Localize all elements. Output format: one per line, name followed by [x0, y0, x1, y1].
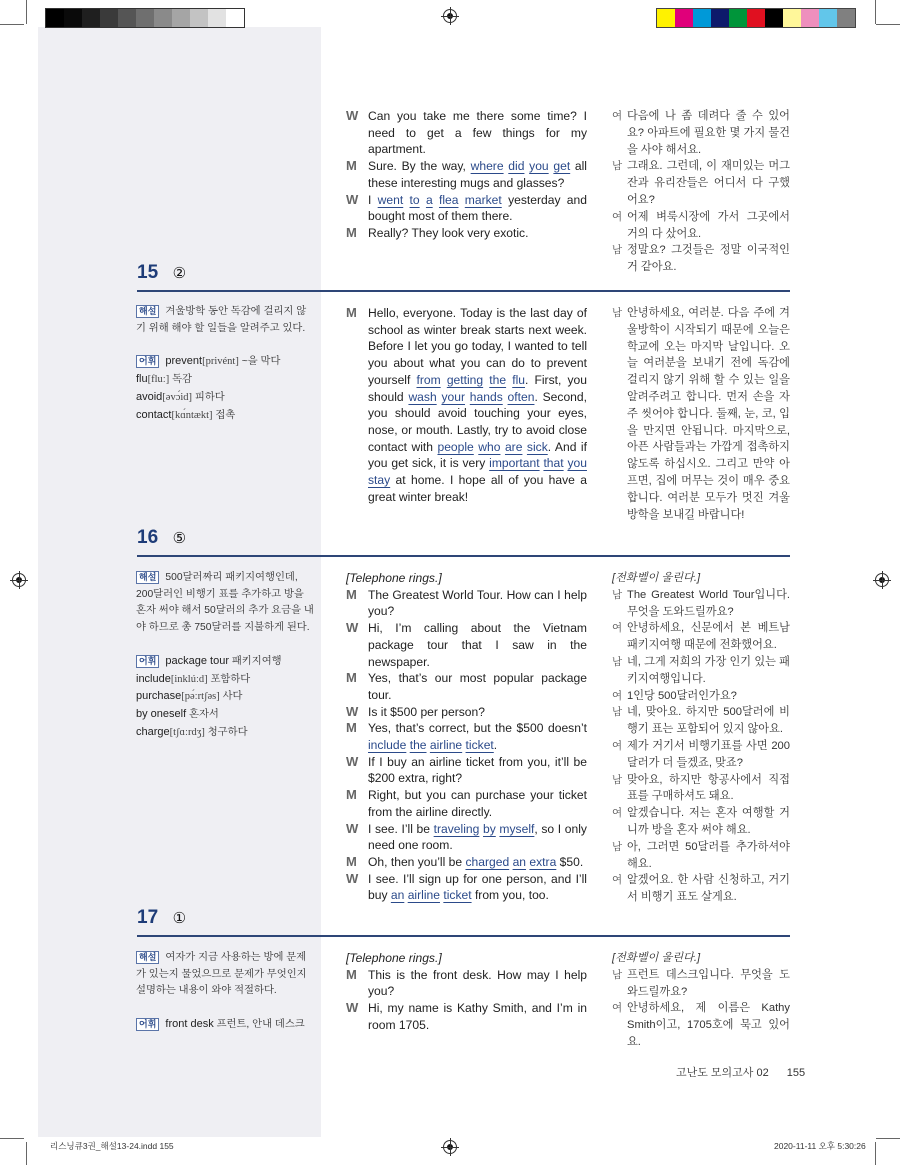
speaker-label: M — [346, 787, 357, 803]
dictation-answer: you — [567, 456, 587, 471]
vocab-list — [136, 653, 316, 742]
speaker-label: W — [346, 753, 359, 769]
vocab-item: flu[fluː] 독감 — [136, 373, 192, 386]
translation-text: 알겠어요. 한 사람 신청하고, 거기서 비행기 표도 살게요. — [627, 874, 790, 904]
dictation-answer: market — [464, 192, 502, 207]
dictation-answer: airline — [429, 738, 463, 753]
speaker-label: 여 — [612, 110, 623, 122]
vocab-list — [136, 1016, 316, 1034]
translation-text: 안녕하세요, 여러분. 다음 주에 겨울방학이 시작되기 때문에 오늘은 학교에 오는 마지막 날입니다. 오늘 여러분을 보내기 전에 독감에 걸리지 않기 위해 할 수 있는 일을 알려주려고 합니다. 먼저 손을 자주 씻어야 합니다. 둘째, 눈, 코, 입을 만지면 안됩니다. 마지막으로, 아픈 사람들과는 가깝게 접촉하지 않도록 하십시오. 그리고 만약 아프면, 집에 머무는 것이 매우 중요합니다. 여러분 모두가 멋진 겨울 방학을 보내길 바랍니다! — [627, 307, 790, 521]
answer-mark: ② — [172, 265, 187, 282]
dialog-line — [346, 871, 587, 904]
explanation: 해설 겨울방학 동안 독감에 걸리지 않기 위해 해야 할 일들을 알려주고 있다. — [136, 306, 307, 334]
vocab-item: by oneself 혼자서 — [136, 707, 219, 720]
color-swatch — [729, 9, 747, 27]
dialog-line — [346, 720, 587, 753]
dialog-line — [346, 1000, 587, 1033]
color-swatch — [100, 9, 118, 27]
speaker-label: W — [346, 191, 359, 207]
section14-english-dialog — [346, 108, 587, 242]
dialog-line — [346, 620, 587, 670]
section-divider — [137, 935, 790, 937]
translation-line — [612, 108, 790, 158]
answer-mark: ① — [172, 910, 187, 927]
color-swatch — [657, 9, 675, 27]
speaker-label: 여 — [612, 807, 623, 820]
translation-line — [612, 872, 790, 906]
speaker-label: M — [346, 224, 357, 240]
speaker-label: 남 — [612, 160, 623, 173]
dictation-answer: a — [425, 192, 433, 207]
registration-mark-icon — [443, 9, 457, 23]
speaker-label: W — [346, 870, 359, 886]
color-swatch — [675, 9, 693, 27]
dialog-line — [346, 305, 587, 505]
speaker-label: M — [346, 158, 357, 174]
color-swatch — [172, 9, 190, 27]
translation-line — [612, 688, 790, 705]
explanation: 해설 여자가 지금 사용하는 방에 문제가 있는지 물었으므로 문제가 무엇인지 설명하는 내용이 와야 적절하다. — [136, 952, 307, 997]
slug-filename: 리스닝큐3권_해설13-24.indd 155 — [50, 1141, 174, 1151]
question-number: 17 — [137, 907, 159, 928]
dictation-answer: flea — [438, 192, 459, 207]
crop-mark — [0, 1138, 24, 1139]
dialog-text: I see. I’ll be traveling by myself, so I only need one room. — [368, 821, 587, 853]
registration-mark-icon — [875, 573, 889, 587]
dictation-answer: where — [470, 159, 504, 174]
dictation-answer: flu — [512, 372, 525, 387]
explanation-tag: 해설 — [136, 571, 159, 584]
vocab-item: avoid[əvɔ́id] 피하다 — [136, 390, 225, 403]
section17-notes — [136, 950, 316, 1034]
registration-mark-icon — [12, 573, 26, 587]
explanation: 해설 500달러짜리 패키지여행인데, 200달러인 비행기 표를 추가하고 방을 혼자 써야 해서 50달러의 추가 요금을 내야 하므로 총 750달러를 지불하게 된다. — [136, 572, 314, 634]
dictation-answer: airline — [407, 888, 440, 903]
dialog-text: Is it $500 per person? — [368, 704, 485, 719]
speaker-label: M — [346, 966, 357, 982]
vocab-item: 어휘 front desk 프런트, 안내 데스크 — [136, 1016, 316, 1034]
section-divider — [137, 290, 790, 292]
speaker-label: M — [346, 853, 357, 869]
section15-english-monologue — [346, 305, 587, 505]
dialog-line — [346, 225, 587, 242]
translation-text: The Greatest World Tour입니다. 무엇을 도와드릴까요? — [627, 588, 790, 618]
dictation-answer: from — [416, 372, 441, 387]
translation-text: 제가 거기서 비행기표를 사면 200달러가 더 들겠죠, 맞죠? — [627, 739, 790, 769]
speaker-label: 여 — [612, 739, 623, 752]
dialog-text: Hi, I’m calling about the Vietnam package tour that I saw in the newspaper. — [368, 621, 587, 669]
dialog-text: I see. I’ll sign up for one person, and I’ll buy an airline ticket from you, too. — [368, 871, 587, 903]
speaker-label: M — [346, 720, 357, 736]
color-swatch — [819, 9, 837, 27]
translation-text: 프런트 데스크입니다. 무엇을 도와드릴까요? — [627, 968, 790, 998]
dialog-text: Sure. By the way, where did you get all these interesting mugs and glasses? — [368, 159, 587, 190]
dictation-answer: traveling — [433, 821, 480, 836]
vocab-item: 어휘 package tour 패키지여행 — [136, 653, 316, 671]
translation-line — [612, 1000, 790, 1050]
grayscale-calibration-bar — [45, 8, 245, 28]
speaker-label: 남 — [612, 706, 623, 719]
speaker-label: 남 — [612, 773, 623, 786]
dictation-answer: to — [409, 192, 420, 207]
translation-line — [612, 738, 790, 772]
speaker-label: W — [346, 703, 359, 719]
dictation-answer: important — [489, 456, 540, 471]
question-number: 16 — [137, 527, 159, 548]
color-swatch — [46, 9, 64, 27]
speaker-label: 여 — [612, 622, 623, 635]
color-swatch — [747, 9, 765, 27]
dialog-text: Hello, everyone. Today is the last day of school as winter break starts next week. Before I let you go today, I wanted to tell you about what you can do to prevent yourself from getting the flu. First, you should wash your hands often. Second, you should avoid touching your eyes, nose, or mouth. Lastly, try to avoid close contact with people who are sick. And if you get sick, it is very important that you stay at home. I hope all of you have a great winter break! — [368, 306, 587, 504]
translation-line — [612, 654, 790, 688]
color-swatch — [765, 9, 783, 27]
dialog-line — [346, 158, 587, 191]
speaker-label: 여 — [612, 1002, 623, 1015]
color-swatch — [154, 9, 172, 27]
running-title: 고난도 모의고사 02 — [676, 1067, 769, 1079]
crop-mark — [876, 24, 900, 25]
translation-text: 다음에 나 좀 데려다 줄 수 있어요? 아파트에 필요한 몇 가지 물건을 사야 해서요. — [627, 110, 790, 156]
dialog-text: Can you take me there some time? I need to get a few things for my apartment. — [368, 109, 587, 157]
color-swatch — [208, 9, 226, 27]
translation-line — [612, 967, 790, 1001]
translation-text: 정말요? 그것들은 정말 이국적인 거 같아요. — [627, 244, 790, 274]
section15-korean-translation — [612, 305, 790, 523]
dictation-answer: sick — [526, 439, 548, 454]
speaker-label: W — [346, 108, 359, 123]
page-number: 155 — [786, 1067, 806, 1079]
dictation-answer: went — [377, 192, 404, 207]
dictation-answer: that — [543, 456, 564, 471]
dialog-text: Yes, that’s correct, but the $500 doesn’t include the airline ticket. — [368, 721, 587, 753]
dialog-text: If I buy an airline ticket from you, it’ll be $200 extra, right? — [368, 754, 587, 786]
dictation-answer: include — [368, 738, 407, 753]
dictation-answer: wash — [408, 389, 437, 404]
dictation-answer: ticket — [443, 888, 472, 903]
dictation-answer: you — [529, 159, 549, 174]
dictation-answer: did — [508, 159, 525, 174]
color-swatch — [783, 9, 801, 27]
translation-text: 네, 그게 저희의 가장 인기 있는 패키지여행입니다. — [627, 655, 790, 685]
dictation-answer: an — [390, 888, 405, 903]
vocab-tag: 어휘 — [136, 655, 159, 668]
vocab-item: contact[kɑ́ntækt] 접촉 — [136, 408, 236, 421]
dictation-answer: the — [489, 372, 507, 387]
translation-line — [612, 587, 790, 621]
dictation-answer: get — [553, 159, 571, 174]
translation-text: 네, 맞아요. 하지만 500달러에 비행기 표는 포함되어 있지 않아요. — [627, 706, 790, 736]
section-15-header — [137, 262, 790, 284]
translation-text: 아, 그러면 50달러를 추가하셔야 해요. — [627, 840, 790, 870]
color-swatch — [190, 9, 208, 27]
vocab-item: 어휘 prevent[privént] ~을 막다 — [136, 353, 316, 371]
speaker-label: M — [346, 670, 357, 686]
color-swatch — [801, 9, 819, 27]
stage-direction: [전화벨이 울린다.] — [612, 572, 701, 584]
speaker-label: M — [346, 305, 357, 320]
translation-text: 어제 벼룩시장에 가서 그곳에서 거의 다 샀어요. — [627, 210, 790, 240]
speaker-label: W — [346, 1000, 359, 1016]
translation-text: 맞아요, 하지만 항공사에서 직접 표를 구매하셔도 돼요. — [627, 773, 790, 803]
registration-mark-icon — [443, 1140, 457, 1154]
color-swatch — [711, 9, 729, 27]
dialog-line — [346, 787, 587, 820]
dialog-line — [346, 704, 587, 721]
vocab-item: purchase[pə́ːrtʃəs] 사다 — [136, 690, 243, 703]
dialog-line — [346, 670, 587, 703]
crop-mark — [26, 1142, 27, 1165]
color-swatch — [136, 9, 154, 27]
speaker-label: 여 — [612, 874, 623, 887]
translation-line — [612, 772, 790, 806]
explanation-tag: 해설 — [136, 305, 159, 318]
dictation-answer: charged — [465, 854, 510, 869]
vocab-item: charge[tʃɑːrdʒ] 청구하다 — [136, 725, 248, 738]
speaker-label: 남 — [612, 968, 623, 981]
dialog-line — [346, 587, 587, 620]
translation-line — [612, 620, 790, 654]
section16-notes — [136, 570, 316, 741]
section15-notes — [136, 304, 316, 424]
translation-text: 알겠습니다. 저는 혼자 여행할 거니까 방을 혼자 써야 해요. — [627, 807, 790, 836]
dialog-line — [346, 854, 587, 871]
answer-mark: ⑤ — [172, 530, 187, 547]
section16-korean-translation — [612, 570, 790, 906]
speaker-label: 여 — [612, 689, 623, 702]
vocab-tag: 어휘 — [136, 1018, 159, 1031]
stage-direction: [Telephone rings.] — [346, 951, 442, 965]
translation-text: 그래요. 그런데, 이 재미있는 머그잔과 유리잔들은 어디서 다 구했어요? — [627, 160, 790, 206]
translation-line — [612, 704, 790, 738]
vocab-item: include[inklúːd] 포함하다 — [136, 672, 251, 685]
crop-mark — [876, 1138, 900, 1139]
translation-line — [612, 305, 790, 523]
color-swatch — [82, 9, 100, 27]
dialog-text: Hi, my name is Kathy Smith, and I’m in room 1705. — [368, 1001, 587, 1032]
dialog-text: The Greatest World Tour. How can I help you? — [368, 587, 587, 619]
speaker-label: M — [346, 586, 357, 602]
speaker-label: W — [346, 820, 359, 836]
translation-line — [612, 158, 790, 208]
speaker-label: 남 — [612, 244, 623, 257]
dialog-line — [346, 108, 587, 158]
dialog-text: Oh, then you’ll be charged an extra $50. — [368, 854, 584, 869]
dictation-answer: myself — [499, 821, 535, 836]
dialog-text: Really? They look very exotic. — [368, 225, 529, 240]
dictation-answer: people — [437, 439, 474, 454]
dictation-answer: getting — [446, 372, 484, 387]
dialog-line — [346, 754, 587, 787]
dictation-answer: are — [504, 439, 523, 454]
speaker-label: 남 — [612, 840, 623, 853]
dictation-answer: often — [507, 389, 535, 404]
color-swatch — [693, 9, 711, 27]
section-17-header — [137, 907, 790, 929]
dictation-answer: your — [441, 389, 465, 404]
color-swatch — [118, 9, 136, 27]
vocab-tag: 어휘 — [136, 355, 159, 368]
dictation-answer: extra — [529, 854, 557, 869]
translation-text: 안녕하세요, 제 이름은 Kathy Smith이고, 1705호에 묵고 있어요. — [627, 1002, 790, 1048]
crop-mark — [0, 24, 24, 25]
section14-korean-translation — [612, 108, 790, 276]
section-16-header — [137, 527, 790, 549]
dialog-text: I went to a flea market yesterday and bought most of them there. — [368, 192, 587, 224]
dictation-answer: who — [478, 439, 501, 454]
explanation-tag: 해설 — [136, 951, 159, 964]
stage-direction: [전화벨이 울린다.] — [612, 952, 701, 964]
speaker-label: W — [346, 620, 359, 636]
question-number: 15 — [137, 262, 159, 283]
section17-korean-translation — [612, 950, 790, 1051]
speaker-label: 남 — [612, 588, 623, 601]
dialog-line — [346, 192, 587, 225]
translation-line — [612, 805, 790, 839]
crop-mark — [875, 1142, 876, 1165]
dialog-text: Right, but you can purchase your ticket from the airline directly. — [368, 788, 587, 819]
dictation-answer: the — [409, 738, 427, 753]
dictation-answer: by — [483, 821, 496, 836]
translation-text: 안녕하세요, 신문에서 본 베트남 패키지여행 때문에 전화했어요. — [627, 622, 790, 652]
page-footer — [676, 1064, 805, 1080]
dictation-answer: hands — [469, 389, 503, 404]
dictation-answer: an — [512, 854, 527, 869]
section17-english-dialog — [346, 950, 587, 1034]
section-divider — [137, 555, 790, 557]
crop-mark — [875, 0, 876, 24]
dictation-answer: stay — [368, 473, 391, 488]
section16-english-dialog — [346, 570, 587, 904]
stage-direction: [Telephone rings.] — [346, 571, 442, 585]
dialog-line — [346, 967, 587, 1000]
translation-text: 1인당 500달러인가요? — [627, 689, 737, 702]
dialog-text: Yes, that’s our most popular package tour. — [368, 671, 587, 702]
color-swatch — [226, 9, 244, 27]
speaker-label: 여 — [612, 210, 623, 223]
speaker-label: 남 — [612, 307, 623, 319]
color-swatch — [64, 9, 82, 27]
translation-line — [612, 209, 790, 243]
vocab-list — [136, 353, 316, 424]
color-calibration-bar — [656, 8, 856, 28]
translation-line — [612, 839, 790, 873]
dialog-text: This is the front desk. How may I help you? — [368, 967, 587, 999]
dictation-answer: ticket — [465, 738, 494, 753]
color-swatch — [837, 9, 855, 27]
speaker-label: 남 — [612, 655, 623, 668]
crop-mark — [26, 0, 27, 24]
slug-timestamp: 2020-11-11 오후 5:30:26 — [774, 1141, 866, 1151]
dialog-line — [346, 821, 587, 854]
